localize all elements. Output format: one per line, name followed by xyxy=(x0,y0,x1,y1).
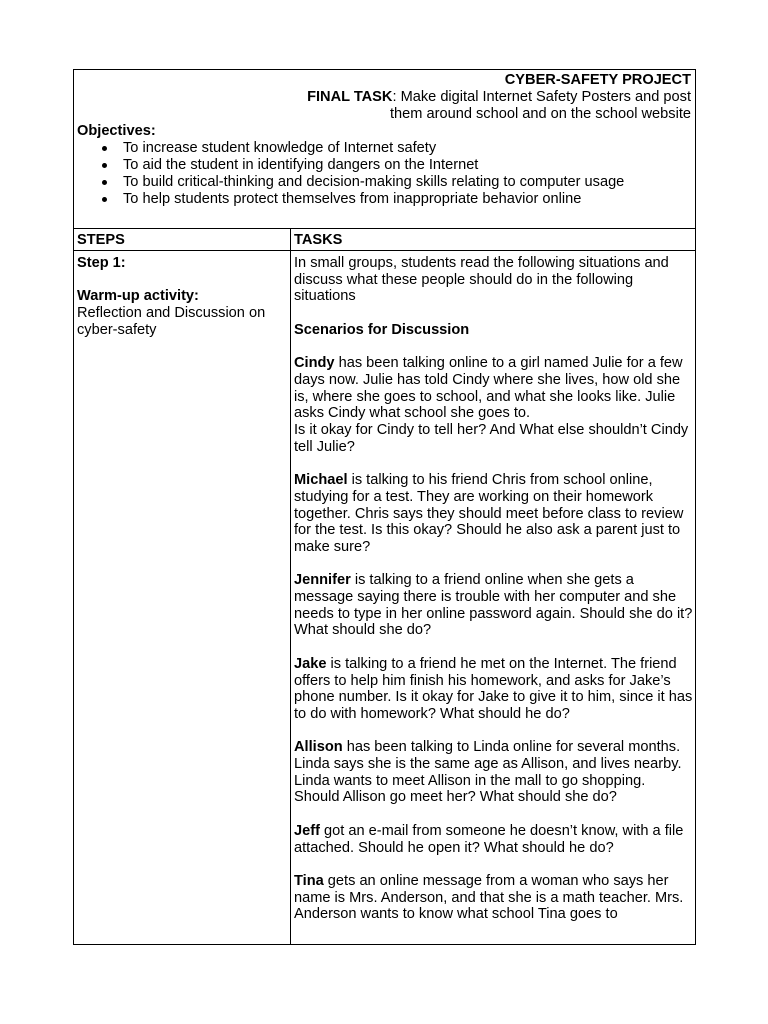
objective-item: To aid the student in identifying dangers on the Internet xyxy=(74,157,624,174)
project-header-cell xyxy=(74,70,695,229)
bullet-icon xyxy=(102,163,107,168)
final-task-label: FINAL TASK xyxy=(307,89,393,105)
scenario-michael: Michael is talking to his friend Chris from school online, studying for a test. They are working on their homework together. Chris says they should meet before class to review for the test. Is this okay? Should he also ask a parent just to make sure? xyxy=(294,472,684,555)
scenario-name: Jennifer xyxy=(294,572,351,589)
scenario-jennifer: Jennifer is talking to a friend online when she gets a message saying there is trouble with her computer and she needs to type in her online password again. Should she do it? What should she do? xyxy=(294,572,693,639)
final-task-text: : Make digital Internet Safety Posters and post them around school and on the school website xyxy=(390,89,691,122)
bullet-icon xyxy=(102,197,107,202)
column-divider xyxy=(290,229,291,945)
table-header-row xyxy=(74,229,695,251)
scenario-cindy: Cindy has been talking online to a girl named Julie for a few days now. Julie has told Cindy where she lives, how old she is, where she goes to school, and what she looks like. Julie asks Cindy what school she goes to. xyxy=(294,355,683,422)
bullet-icon xyxy=(102,146,107,151)
activity-description: Reflection and Discussion on cyber-safety xyxy=(77,305,266,338)
tasks-intro: In small groups, students read the following situations and discuss what these people should do in the following situations xyxy=(294,255,669,305)
final-task xyxy=(291,89,691,122)
objectives-list xyxy=(74,140,624,208)
column-header-tasks: TASKS xyxy=(294,232,343,248)
scenario-jeff: Jeff got an e-mail from someone he doesn’t know, with a file attached. Should he open it? What should he do? xyxy=(294,822,684,856)
steps-cell xyxy=(77,255,287,339)
scenario-name: Cindy xyxy=(294,355,335,372)
scenario-cindy-question: Is it okay for Cindy to tell her? And What else shouldn’t Cindy tell Julie? xyxy=(294,422,689,455)
scenario-name: Michael xyxy=(294,472,348,489)
scenario-jake: Jake is talking to a friend he met on the Internet. The friend offers to help him finish his homework, and asks for Jake’s phone number. Is it okay for Jake to give it to him, since it has to do with homework? What should he do? xyxy=(294,655,693,722)
scenario-name: Tina xyxy=(294,872,324,889)
scenario-name: Jake xyxy=(294,655,327,672)
step-label: Step 1: xyxy=(77,255,126,271)
activity-label: Warm-up activity: xyxy=(77,288,199,305)
scenario-allison: Allison has been talking to Linda online for several months. Linda says she is the same age as Allison, and lives nearby. Linda wants to meet Allison in the mall to go shopping. Should Allison go meet her? What should she do? xyxy=(294,739,682,806)
column-header-steps: STEPS xyxy=(77,232,125,248)
objective-item: To increase student knowledge of Internet safety xyxy=(74,140,624,157)
objective-item: To build critical-thinking and decision-making skills relating to computer usage xyxy=(74,174,624,191)
project-title: CYBER-SAFETY PROJECT xyxy=(504,72,691,88)
objective-item: To help students protect themselves from inappropriate behavior online xyxy=(74,191,624,208)
scenario-name: Allison xyxy=(294,739,343,756)
scenarios-heading: Scenarios for Discussion xyxy=(294,321,470,338)
lesson-plan-table xyxy=(73,69,696,945)
bullet-icon xyxy=(102,180,107,185)
tasks-cell xyxy=(294,255,694,923)
scenario-tina: Tina gets an online message from a woman who says her name is Mrs. Anderson, and that she is a math teacher. Mrs. Anderson wants to know what school Tina goes to xyxy=(294,872,684,923)
scenario-name: Jeff xyxy=(294,822,320,839)
objectives-heading: Objectives: xyxy=(77,123,156,139)
